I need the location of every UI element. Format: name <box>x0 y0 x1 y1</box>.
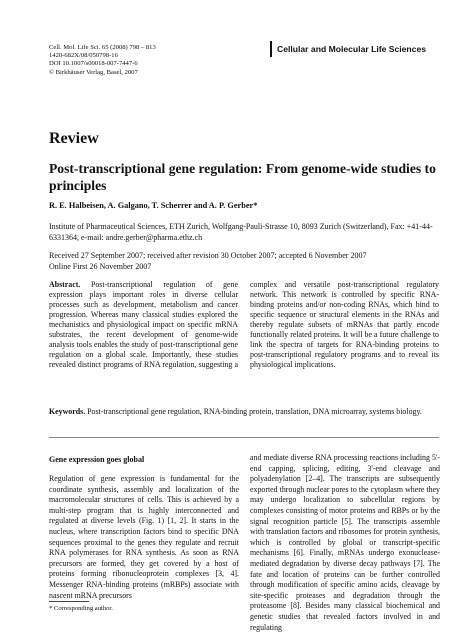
abstract <box>49 280 439 370</box>
abstract-label: Abstract. <box>49 280 81 289</box>
keywords-label: Keywords. <box>49 407 86 416</box>
footnote: * Corresponding author. <box>49 605 113 612</box>
article-title: Post-transcriptional gene regulation: From genome-wide studies to principles <box>49 161 436 193</box>
citation-meta <box>49 44 269 77</box>
meta-line: Cell. Mol. Life Sci. 65 (2008) 798 – 813 <box>49 44 156 51</box>
abstract-text: Post-transcriptional regulation of gene expression plays important roles in diverse cellular processes such as development, metabolism and cancer progression. Whereas many classical studies explored the mechanistics and physiological impact on specific mRNA substrates, the recent development of genome-wide analysis tools enables the study of post-transcriptional gene regulation on a global scale. Importantly, these studies revealed distinct programs of RNA regulation, suggesting a complex and versatile post-transcriptional regulatory network. This network is controlled by specific RNA-binding proteins and/or non-coding RNAs, which bind to specific sequence or structural elements in the RNAs and thereby regulate subsets of mRNAs that partly encode functionally related proteins. It will be a future challenge to link the spectra of targets for RNA-binding proteins to post-transcriptional regulatory programs and to reveal its physiological implications. <box>49 280 439 369</box>
section-label: Review <box>49 130 99 147</box>
meta-line: DOI 10.1007/s00018-007-7447-6 <box>49 60 138 68</box>
keywords <box>49 407 439 417</box>
meta-line: 1420-682X/08/050798-16 <box>49 52 118 60</box>
body-column-left <box>49 474 239 601</box>
author-list: R. E. Halbeisen, A. Galgano, T. Scherrer and A. P. Gerber* <box>49 201 258 210</box>
publication-dates <box>49 251 439 272</box>
online-date: Online First 26 November 2007 <box>49 261 152 271</box>
received-dates: Received 27 September 2007; received after revision 30 October 2007; accepted 6 November 2007 <box>49 251 367 260</box>
body-paragraph: Regulation of gene expression is fundamental for the coordinate synthesis, assembly and localization of the macromolecular structures of cells. This is achieved by a multi-step program that is highly interconnected and regulated at diverse levels (Fig. 1) [1, 2]. It starts in the nucleus, where transcription factors bind to specific DNA sequences proximal to the genes they regulate and recruit RNA polymerases for RNA synthesis. As soon as RNA precursors are formed, they get covered by a host of proteins forming ribonucleoprotein complexes [3, 4]. Messenger RNA-binding proteins (mRBPs) associate with nascent mRNA precursors <box>49 474 239 600</box>
keywords-text: Post-transcriptional gene regulation, RNA-binding protein, translation, DNA microarray, systems biology. <box>87 407 422 416</box>
meta-line: © Birkhäuser Verlag, Basel, 2007 <box>49 68 138 76</box>
section-heading: Gene expression goes global <box>49 455 145 464</box>
footnote-divider <box>49 601 89 602</box>
section-divider <box>49 437 439 438</box>
journal-name: Cellular and Molecular Life Sciences <box>277 44 427 54</box>
body-paragraph: and mediate diverse RNA processing reactions including 5'-end capping, splicing, editing, 3'-end cleavage and polyadenylation [2–4]. The transcripts are subsequently exported through nuclear pores to the cytoplasm where they may undergo localization to subcellular regions by complexes consisting of motor proteins and RBPs or by the signal recognition particle [5]. The transcripts assemble with translation factors and ribosomes for protein synthesis, which is controlled by global or transcript-specific mechanisms [6]. Finally, mRNAs undergo exonuclease-mediated degradation by diverse decay pathways [7]. The fate and location of proteins can be further controlled through modification of specific amino acids, cleavage by site-specific proteases and degradation through the proteasome [8]. Besides many classical biochemical and genetic studies that revealed factors involved in and regulating <box>250 453 440 632</box>
journal-divider <box>270 41 272 57</box>
body-column-right <box>250 453 440 633</box>
affiliation: Institute of Pharmaceutical Sciences, ETH Zurich, Wolfgang-Pauli-Strasse 10, 8093 Zurich (Switzerland), Fax: +41-44-6331364, e-mail: andre.gerber@pharma.ethz.ch <box>49 222 433 242</box>
